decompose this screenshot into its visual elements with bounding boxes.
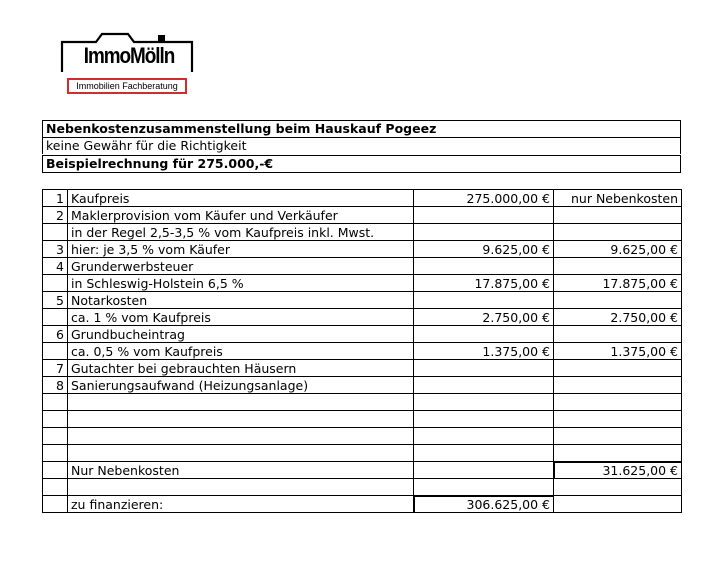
row-number-cell: 8 xyxy=(43,377,68,394)
row-amount-cell xyxy=(414,479,554,496)
row-number-cell: 7 xyxy=(43,360,68,377)
row-label-cell xyxy=(68,445,414,462)
row-number-cell xyxy=(43,445,68,462)
logo-tagline: Immobilien Fachberatung xyxy=(67,78,187,94)
table-row xyxy=(43,207,682,224)
row-label-cell: Grundbucheintrag xyxy=(68,326,414,343)
row-extra-cell xyxy=(554,224,682,241)
table-row xyxy=(43,258,682,275)
row-number-cell xyxy=(43,496,68,513)
row-amount-cell xyxy=(414,292,554,309)
row-extra-cell: 9.625,00 € xyxy=(554,241,682,258)
row-label-cell: in der Regel 2,5-3,5 % vom Kaufpreis inkl. Mwst. xyxy=(68,224,414,241)
table-row xyxy=(43,309,682,326)
row-amount-cell xyxy=(414,445,554,462)
row-label-cell: Kaufpreis xyxy=(68,190,414,207)
row-label-cell: in Schleswig-Holstein 6,5 % xyxy=(68,275,414,292)
row-number-cell xyxy=(43,224,68,241)
row-amount-cell xyxy=(414,428,554,445)
row-amount-cell xyxy=(414,411,554,428)
row-extra-cell xyxy=(554,496,682,513)
table-row xyxy=(43,428,682,445)
row-extra-cell: 17.875,00 € xyxy=(554,275,682,292)
row-label-cell xyxy=(68,479,414,496)
table-row xyxy=(43,292,682,309)
row-amount-cell xyxy=(414,462,554,479)
row-extra-cell: 1.375,00 € xyxy=(554,343,682,360)
row-number-cell xyxy=(43,275,68,292)
table-row xyxy=(43,275,682,292)
example-heading: Beispielrechnung für 275.000,-€ xyxy=(42,155,681,173)
row-amount-cell xyxy=(414,377,554,394)
row-extra-cell: 31.625,00 € xyxy=(554,462,682,479)
row-number-cell: 4 xyxy=(43,258,68,275)
row-label-cell: ca. 1 % vom Kaufpreis xyxy=(68,309,414,326)
row-label-cell: Sanierungsaufwand (Heizungsanlage) xyxy=(68,377,414,394)
company-logo xyxy=(58,30,198,98)
table-row xyxy=(43,496,682,513)
table-row xyxy=(43,241,682,258)
logo-wordmark: ImmoMölln xyxy=(83,43,175,68)
table-row xyxy=(43,190,682,207)
row-amount-cell: 17.875,00 € xyxy=(414,275,554,292)
row-label-cell xyxy=(68,411,414,428)
row-extra-cell: 2.750,00 € xyxy=(554,309,682,326)
row-number-cell xyxy=(43,343,68,360)
row-number-cell: 2 xyxy=(43,207,68,224)
row-extra-cell xyxy=(554,326,682,343)
row-label-cell: ca. 0,5 % vom Kaufpreis xyxy=(68,343,414,360)
row-amount-cell: 275.000,00 € xyxy=(414,190,554,207)
row-amount-cell: 306.625,00 € xyxy=(414,496,554,513)
row-extra-cell xyxy=(554,479,682,496)
row-label-cell: zu finanzieren: xyxy=(68,496,414,513)
row-number-cell xyxy=(43,394,68,411)
row-amount-cell xyxy=(414,224,554,241)
row-extra-cell xyxy=(554,445,682,462)
row-number-cell: 3 xyxy=(43,241,68,258)
row-label-cell: Notarkosten xyxy=(68,292,414,309)
row-amount-cell: 1.375,00 € xyxy=(414,343,554,360)
table-row xyxy=(43,360,682,377)
row-extra-cell xyxy=(554,258,682,275)
row-number-cell: 1 xyxy=(43,190,68,207)
table-row xyxy=(43,224,682,241)
table-row xyxy=(43,326,682,343)
cost-table xyxy=(42,189,682,513)
row-extra-cell: nur Nebenkosten xyxy=(554,190,682,207)
row-label-cell xyxy=(68,394,414,411)
row-amount-cell xyxy=(414,360,554,377)
table-row xyxy=(43,394,682,411)
table-row xyxy=(43,462,682,479)
table-row xyxy=(43,411,682,428)
row-label-cell xyxy=(68,428,414,445)
row-label-cell: Grunderwerbsteuer xyxy=(68,258,414,275)
row-extra-cell xyxy=(554,292,682,309)
row-extra-cell xyxy=(554,428,682,445)
row-amount-cell: 9.625,00 € xyxy=(414,241,554,258)
row-label-cell: hier: je 3,5 % vom Käufer xyxy=(68,241,414,258)
row-number-cell: 5 xyxy=(43,292,68,309)
row-extra-cell xyxy=(554,377,682,394)
row-amount-cell: 2.750,00 € xyxy=(414,309,554,326)
table-row xyxy=(43,343,682,360)
table-row xyxy=(43,479,682,496)
table-row xyxy=(43,445,682,462)
document-title: Nebenkostenzusammenstellung beim Hauskauf Pogeez xyxy=(42,120,681,138)
table-row xyxy=(43,377,682,394)
row-label-cell: Nur Nebenkosten xyxy=(68,462,414,479)
row-label-cell: Maklerprovision vom Käufer und Verkäufer xyxy=(68,207,414,224)
row-amount-cell xyxy=(414,207,554,224)
row-amount-cell xyxy=(414,394,554,411)
row-number-cell xyxy=(43,309,68,326)
disclaimer-text: keine Gewähr für die Richtigkeit xyxy=(42,138,681,154)
row-number-cell xyxy=(43,411,68,428)
row-extra-cell xyxy=(554,207,682,224)
row-amount-cell xyxy=(414,326,554,343)
row-number-cell xyxy=(43,462,68,479)
row-extra-cell xyxy=(554,394,682,411)
row-number-cell: 6 xyxy=(43,326,68,343)
row-number-cell xyxy=(43,479,68,496)
row-amount-cell xyxy=(414,258,554,275)
row-number-cell xyxy=(43,428,68,445)
row-extra-cell xyxy=(554,360,682,377)
row-label-cell: Gutachter bei gebrauchten Häusern xyxy=(68,360,414,377)
row-extra-cell xyxy=(554,411,682,428)
